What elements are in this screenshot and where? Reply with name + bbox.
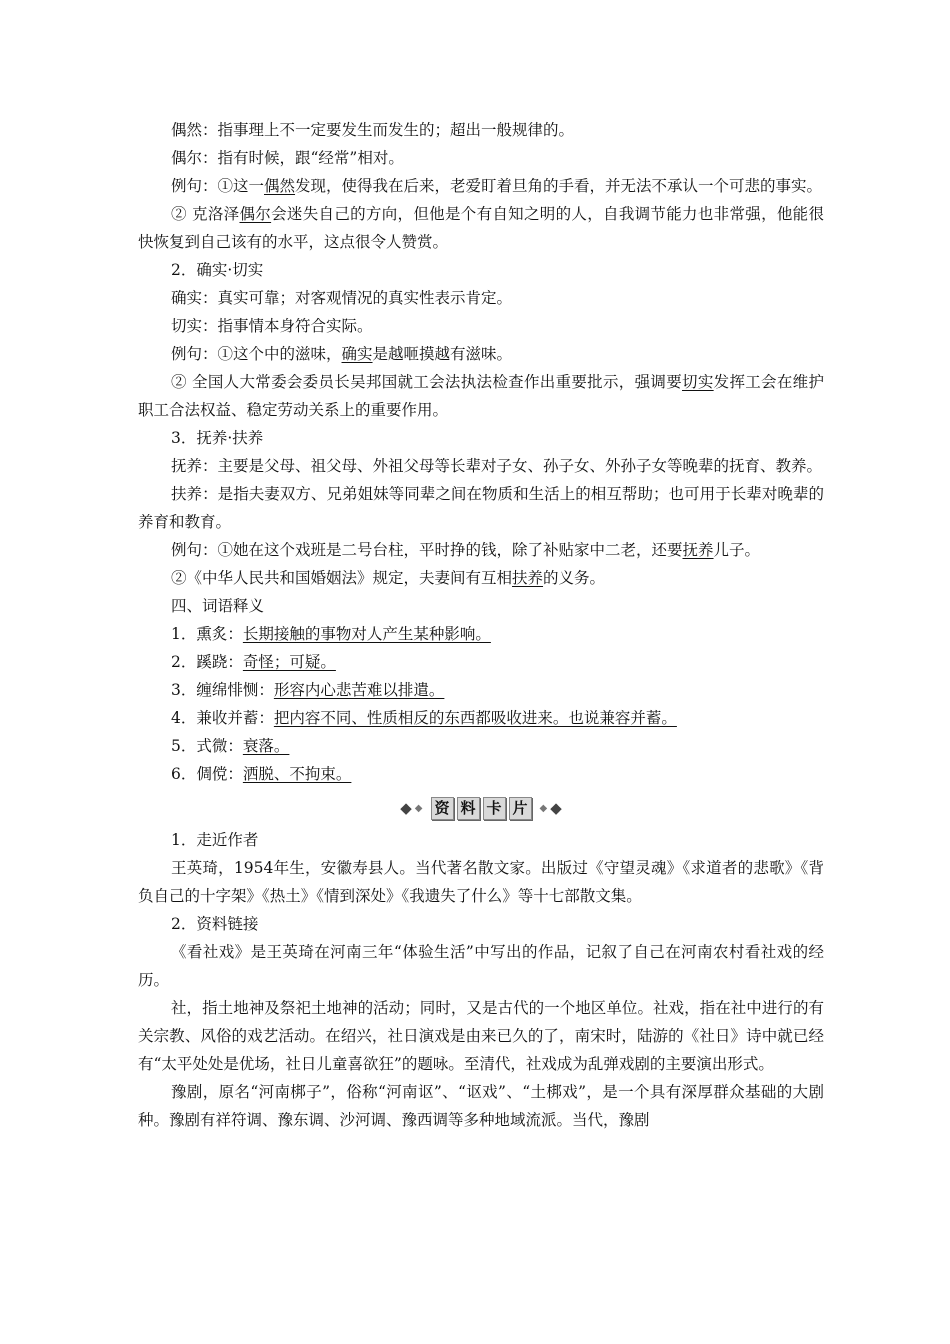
section-heading: 2．资料链接 [171,915,259,933]
underlined-word: 偶然 [264,177,296,195]
example-sentence: ②《中华人民共和国婚姻法》规定，夫妻间有互相扶养的义务。 [171,569,606,587]
glossary-answer: 奇怪；可疑。 [242,653,336,671]
section-heading: 1．走近作者 [171,831,259,849]
diamond-decoration-right: ◆ ◆ [539,799,562,817]
definition-fuyang-2: 扶养：是指夫妻双方、兄弟姐妹等同辈之间在物质和生活上的相互帮助；也可用于长辈对晚辈的养育和教育。 [138,485,824,531]
info-card-banner [138,792,824,824]
material-paragraph: 《看社戏》是王英琦在河南三年“体验生活”中写出的作品，记叙了自己在河南农村看社戏的经历。 [138,943,824,989]
author-intro: 王英琦，1954年生，安徽寿县人。当代著名散文家。出版过《守望灵魂》《求道者的悲歌》《背负自己的十字架》《热土》《情到深处》《我遗失了什么》等十七部散文集。 [138,859,824,905]
example-sentence: 例句：①她在这个戏班是二号台柱，平时挣的钱，除了补贴家中二老，还要抚养儿子。 [171,541,761,559]
underlined-word: 抚养 [682,541,714,559]
definition-queshi: 确实：真实可靠；对客观情况的真实性表示肯定。 [171,289,513,307]
glossary-item: 5．式微：衰落。 [171,737,290,755]
glossary-item: 4．兼收并蓄：把内容不同、性质相反的东西都吸收进来。也说兼容并蓄。 [171,709,677,727]
underlined-word: 切实 [682,373,714,391]
definition-ouer: 偶尔：指有时候，跟“经常”相对。 [171,149,404,167]
card-title-char: 料 [457,797,480,820]
example-sentence: 例句：①这个中的滋味，确实是越咂摸越有滋味。 [171,345,513,363]
card-title-char: 卡 [483,797,506,820]
section-heading: 3．抚养·扶养 [171,429,264,447]
underlined-word: 确实 [341,345,373,363]
definition-ouran: 偶然：指事理上不一定要发生而发生的；超出一般规律的。 [171,121,575,139]
card-title-char: 资 [431,797,454,820]
glossary-answer: 洒脱、不拘束。 [242,765,352,783]
glossary-answer: 衰落。 [242,737,290,755]
material-paragraph: 社，指土地神及祭祀土地神的活动；同时，又是古代的一个地区单位。社戏，指在社中进行的有关宗教、风俗的戏艺活动。在绍兴，社日演戏是由来已久的了，南宋时，陆游的《社日》诗中就已经有“太平处处是优场，社日儿童喜欲狂”的题咏。至清代，社戏成为乱弹戏剧的主要演出形式。 [138,999,824,1073]
glossary-item: 3．缠绵悱恻：形容内心悲苦难以排遣。 [171,681,445,699]
material-paragraph: 豫剧，原名“河南梆子”，俗称“河南讴”、“讴戏”、“土梆戏”，是一个具有深厚群众基础的大剧种。豫剧有祥符调、豫东调、沙河调、豫西调等多种地域流派。当代，豫剧 [138,1083,824,1129]
section-heading: 2．确实·切实 [171,261,264,279]
document-page [138,116,824,1134]
glossary-answer: 长期接触的事物对人产生某种影响。 [242,625,491,643]
example-sentence: 例句：①这一偶然发现，使得我在后来，老爱盯着旦角的手看，并无法不承认一个可悲的事实。 [171,177,823,195]
underlined-word: 偶尔 [239,205,272,223]
underlined-word: 扶养 [512,569,544,587]
example-sentence: ② 全国人大常委会委员长吴邦国就工会法执法检查作出重要批示，强调要切实发挥工会在维护职工合法权益、稳定劳动关系上的重要作用。 [138,373,824,419]
glossary-item: 1．熏炙：长期接触的事物对人产生某种影响。 [171,625,491,643]
glossary-item: 6．倜傥：洒脱、不拘束。 [171,765,352,783]
example-sentence: ② 克洛泽偶尔会迷失自己的方向，但他是个有自知之明的人，自我调节能力也非常强，他能很快恢复到自己该有的水平，这点很令人赞赏。 [138,205,824,251]
info-card-title [431,797,532,820]
glossary-answer: 把内容不同、性质相反的东西都吸收进来。也说兼容并蓄。 [273,709,677,727]
diamond-decoration-left: ◆ ◆ [400,799,423,817]
definition-fuyang-1: 抚养：主要是父母、祖父母、外祖父母等长辈对子女、孙子女、外孙子女等晚辈的抚育、教养。 [171,457,823,475]
glossary-answer: 形容内心悲苦难以排遣。 [273,681,445,699]
glossary-item: 2．蹊跷：奇怪；可疑。 [171,653,336,671]
card-title-char: 片 [509,797,532,820]
section-heading: 四、词语释义 [171,597,265,615]
definition-qieshi: 切实：指事情本身符合实际。 [171,317,373,335]
